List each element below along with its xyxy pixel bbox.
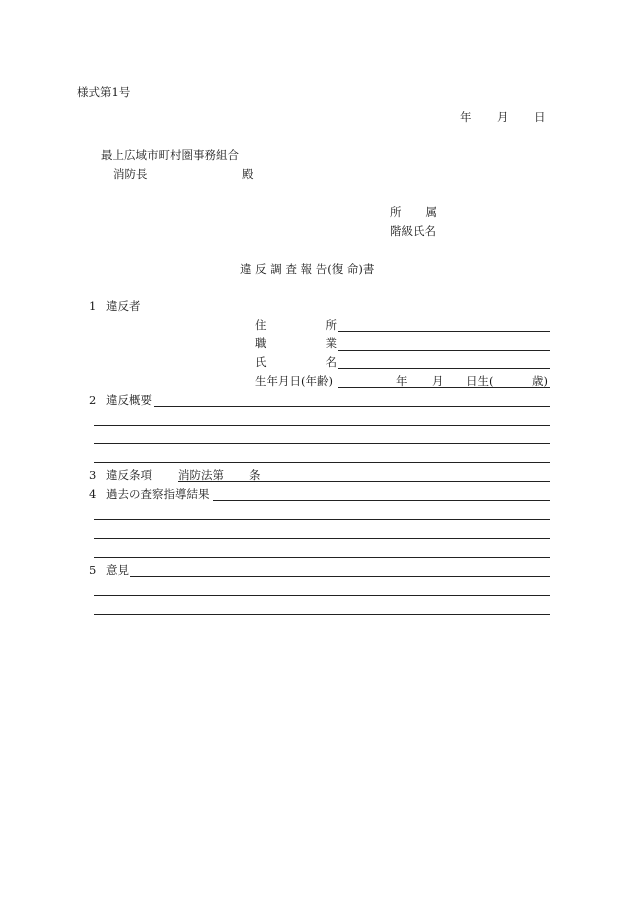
birth-field[interactable] xyxy=(338,387,550,388)
occupation-char-2: 業 xyxy=(325,336,337,350)
section-3-law: 消防法第 xyxy=(178,468,224,482)
address-label xyxy=(255,320,337,332)
section-2-field-1[interactable] xyxy=(154,406,550,407)
occupation-char-1: 職 xyxy=(255,336,267,350)
section-5-field-1[interactable] xyxy=(130,576,550,577)
section-5-number: 5 xyxy=(89,563,97,577)
section-4-field-1[interactable] xyxy=(213,500,550,501)
name-field[interactable] xyxy=(338,368,550,369)
section-2-label: 違反概要 xyxy=(106,393,152,407)
section-2-number: 2 xyxy=(89,393,97,407)
address-field[interactable] xyxy=(338,331,550,332)
address-char-2: 所 xyxy=(325,318,337,332)
section-4-label: 過去の査察指導結果 xyxy=(106,487,210,501)
addressee-organization: 最上広域市町村圏事務組合 xyxy=(101,148,239,162)
name-char-2: 名 xyxy=(325,355,337,369)
address-char-1: 住 xyxy=(255,318,267,332)
reporter-affiliation xyxy=(390,207,437,219)
reporter-rank-name: 階級氏名 xyxy=(390,224,436,238)
occupation-field[interactable] xyxy=(338,350,550,351)
section-1-number: 1 xyxy=(89,299,97,313)
section-4-number: 4 xyxy=(89,487,97,501)
birth-age-unit: 歳) xyxy=(532,374,548,388)
affiliation-char-2: 属 xyxy=(425,205,437,219)
date-month: 月 xyxy=(497,110,509,124)
affiliation-char-1: 所 xyxy=(390,205,402,219)
date-day: 日 xyxy=(534,110,546,124)
birth-year-unit: 年 xyxy=(396,374,408,388)
date-year: 年 xyxy=(460,110,472,124)
section-3-article: 条 xyxy=(249,468,261,482)
section-4-field-3[interactable] xyxy=(94,538,550,539)
section-4-field-4[interactable] xyxy=(94,557,550,558)
section-5-label: 意見 xyxy=(106,563,129,577)
section-2-field-4[interactable] xyxy=(94,462,550,463)
section-4-field-2[interactable] xyxy=(94,519,550,520)
document-title: 違 反 調 査 報 告(復 命)書 xyxy=(240,262,375,276)
addressee-honorific: 殿 xyxy=(242,167,254,181)
form-number: 様式第1号 xyxy=(77,85,131,99)
name-label xyxy=(255,357,337,369)
section-3-label: 違反条項 xyxy=(106,468,152,482)
name-char-1: 氏 xyxy=(255,355,267,369)
section-1-label: 違反者 xyxy=(106,299,141,313)
section-2-field-3[interactable] xyxy=(94,443,550,444)
occupation-label xyxy=(255,338,337,350)
section-5-field-3[interactable] xyxy=(94,614,550,615)
section-5-field-2[interactable] xyxy=(94,595,550,596)
addressee-title: 消防長 xyxy=(113,167,148,181)
section-2-field-2[interactable] xyxy=(94,425,550,426)
birth-day-unit: 日生( xyxy=(466,374,494,388)
section-3-field[interactable] xyxy=(178,481,550,482)
section-3-number: 3 xyxy=(89,468,97,482)
birth-label: 生年月日(年齢) xyxy=(255,374,333,388)
birth-month-unit: 月 xyxy=(432,374,444,388)
